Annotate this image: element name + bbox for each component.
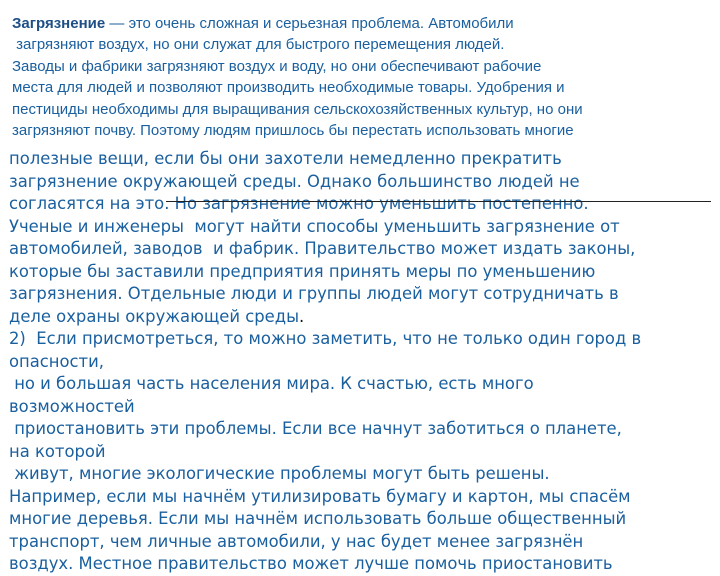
bold-term: Загрязнение — [12, 15, 106, 32]
text-line: пестициды необходимы для выращивания сельскохозяйственных культур, но они — [12, 100, 583, 118]
text-line: согласятся на это. Но загрязнение можно уменьшить постепенно. — [9, 194, 589, 213]
text-line: транспорт, чем личные автомобили, у нас будет менее загрязнён — [9, 531, 584, 551]
text-line: полезные вещи, если бы они захотели немедленно прекратить — [9, 149, 562, 168]
text-line: многие деревья. Если мы начнём использовать больше общественный — [9, 509, 627, 528]
text-line: Заводы и фабрики загрязняют воздух и воду, но они обеспечивают рабочие — [12, 57, 542, 75]
text-fragment: деле охраны окружающей среды — [9, 306, 300, 326]
text-line — [12, 13, 712, 34]
text-fragment: — это очень сложная и серьезная проблема. Автомобили — [105, 15, 514, 32]
text-line: воздух. Местное правительство может лучше помочь приостановить — [9, 554, 613, 573]
text-line: Например, если мы начнём утилизировать бумагу и картон, мы спасём — [9, 486, 631, 506]
text-line: загрязняют воздух, но они служат для быстрого перемещения людей. — [12, 36, 505, 54]
text-line: автомобилей, заводов и фабрик. Правительство может издать законы, — [9, 239, 636, 258]
text-line: на которой — [9, 441, 106, 461]
text-line: приостановить эти проблемы. Если все начнут заботиться о планете, — [9, 419, 622, 438]
text-line: возможностей — [9, 396, 135, 416]
text-line: загрязнения. Отдельные люди и группы людей могут сотрудничать в — [9, 284, 619, 303]
divider-line — [166, 201, 711, 202]
text-line: но и большая часть населения мира. К счастью, есть много — [9, 374, 534, 393]
text-line: загрязняют почву. Поэтому людям пришлось бы перестать использовать многие — [12, 122, 574, 140]
text-line: 2) Если присмотреться, то можно заметить, что не только один город в — [9, 329, 642, 348]
text-line — [9, 306, 715, 329]
text-line: живут, многие экологические проблемы могут быть решены. — [9, 464, 550, 483]
text-line: загрязнение окружающей среды. Однако большинство людей не — [9, 171, 580, 191]
text-line: места для людей и позволяют производить необходимые товары. Удобрения и — [12, 79, 565, 97]
main-text — [9, 148, 715, 576]
text-line: Ученые и инженеры могут найти способы уменьшить загрязнение от — [9, 216, 620, 236]
period: . — [299, 306, 305, 326]
text-line: опасности, — [9, 351, 104, 371]
text-line: которые бы заставили предприятия принять меры по уменьшению — [9, 261, 596, 281]
intro-paragraph — [12, 13, 712, 141]
